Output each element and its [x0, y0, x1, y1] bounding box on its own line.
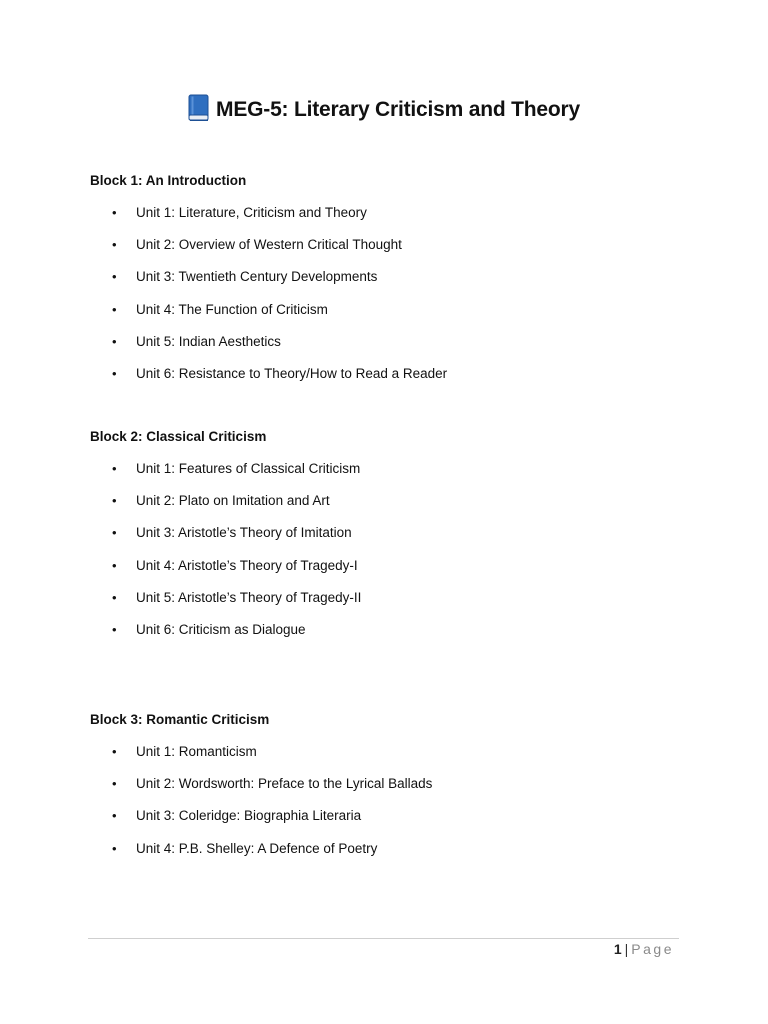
unit-label: Unit 5: Aristotle’s Theory of Tragedy-II: [136, 589, 362, 605]
list-item: [90, 620, 690, 652]
unit-label: Unit 4: P.B. Shelley: A Defence of Poetry: [136, 840, 378, 856]
block-1: [90, 171, 690, 396]
list-item: [90, 523, 690, 555]
block-3: [90, 710, 690, 871]
bullet-icon: •: [112, 365, 117, 381]
unit-label: Unit 2: Overview of Western Critical Thought: [136, 237, 402, 253]
block-2: [90, 427, 690, 652]
bullet-icon: •: [112, 557, 117, 573]
unit-list: [90, 203, 690, 396]
unit-label: Unit 6: Resistance to Theory/How to Read a Reader: [136, 365, 448, 381]
list-item: [90, 459, 690, 491]
list-item: [90, 203, 690, 235]
list-item: [90, 491, 690, 523]
list-item: [90, 588, 690, 620]
bullet-icon: •: [112, 205, 117, 220]
block-heading: Block 1: An Introduction: [90, 173, 247, 188]
list-item: [90, 556, 690, 588]
unit-label: Unit 3: Twentieth Century Developments: [136, 269, 378, 285]
list-item: [90, 267, 690, 299]
bullet-icon: •: [112, 808, 117, 824]
unit-label: Unit 2: Plato on Imitation and Art: [136, 493, 330, 509]
bullet-icon: •: [112, 333, 117, 349]
bullet-icon: •: [112, 840, 117, 856]
page-label: Page: [631, 941, 674, 957]
unit-label: Unit 1: Features of Classical Criticism: [136, 461, 361, 476]
list-item: [90, 300, 690, 332]
page-footer: [614, 939, 674, 959]
unit-label: Unit 2: Wordsworth: Preface to the Lyrical Ballads: [136, 776, 433, 792]
unit-label: Unit 5: Indian Aesthetics: [136, 333, 281, 349]
unit-label: Unit 1: Literature, Criticism and Theory: [136, 205, 367, 220]
bullet-icon: •: [112, 461, 117, 476]
document-title-row: [0, 94, 768, 126]
unit-label: Unit 1: Romanticism: [136, 744, 257, 759]
bullet-icon: •: [112, 744, 117, 759]
list-item: [90, 235, 690, 267]
bullet-icon: •: [112, 493, 117, 509]
footer-rule: [88, 938, 679, 939]
list-item: [90, 364, 690, 396]
list-item: [90, 806, 690, 838]
bullet-icon: •: [112, 301, 117, 317]
bullet-icon: •: [112, 776, 117, 792]
bullet-icon: •: [112, 621, 117, 637]
list-item: [90, 774, 690, 806]
bullet-icon: •: [112, 237, 117, 253]
bullet-icon: •: [112, 525, 117, 541]
unit-list: [90, 459, 690, 652]
unit-label: Unit 3: Coleridge: Biographia Literaria: [136, 808, 362, 824]
book-icon: [188, 94, 210, 122]
bullet-icon: •: [112, 269, 117, 285]
list-item: [90, 742, 690, 774]
list-item: [90, 839, 690, 871]
list-item: [90, 332, 690, 364]
unit-label: Unit 4: Aristotle’s Theory of Tragedy-I: [136, 557, 358, 573]
block-heading: Block 2: Classical Criticism: [90, 429, 267, 444]
unit-list: [90, 742, 690, 871]
block-heading: Block 3: Romantic Criticism: [90, 712, 270, 727]
unit-label: Unit 6: Criticism as Dialogue: [136, 621, 306, 637]
page-separator: |: [624, 941, 629, 957]
unit-label: Unit 4: The Function of Criticism: [136, 301, 328, 317]
unit-label: Unit 3: Aristotle’s Theory of Imitation: [136, 525, 352, 541]
bullet-icon: •: [112, 589, 117, 605]
document-title: MEG-5: Literary Criticism and Theory: [216, 98, 580, 121]
page-number: 1: [613, 941, 622, 957]
